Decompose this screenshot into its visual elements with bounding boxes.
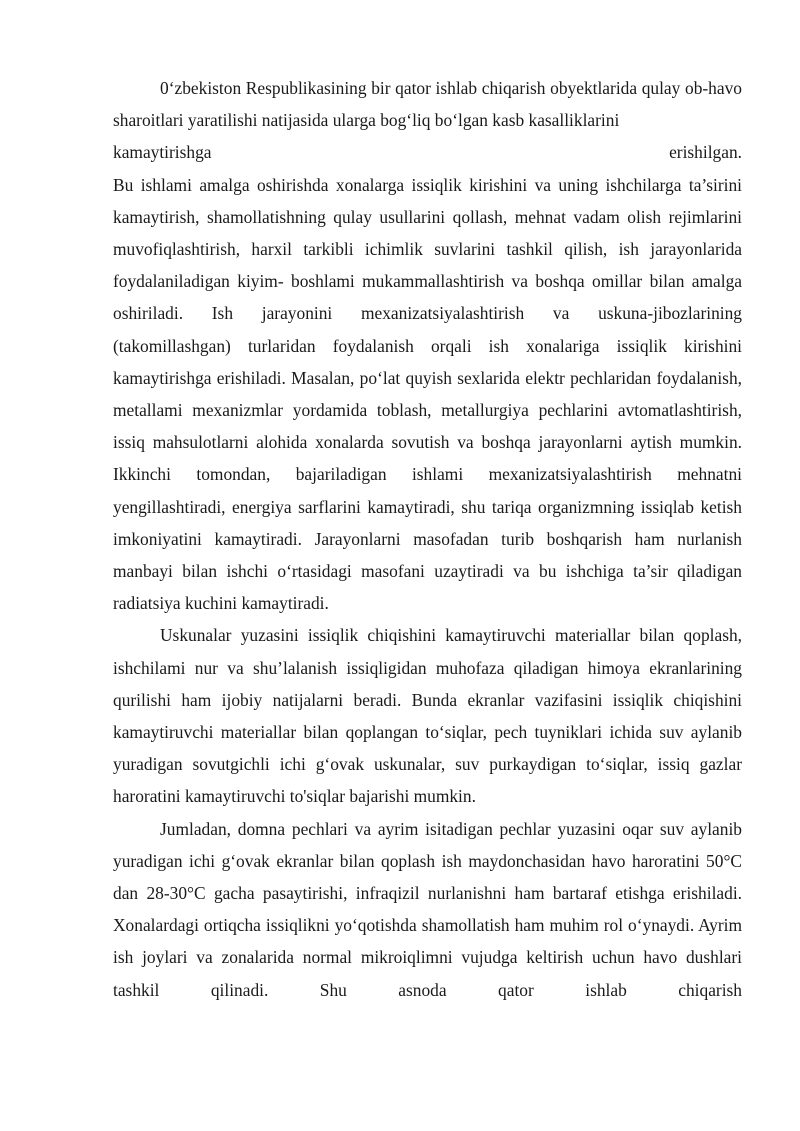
paragraph-1-text: 0‘zbekiston Respublikasining bir qator ishlab chiqarish obyektlarida qulay ob-havo sharoitlari yaratilishi natijasida ularga bog‘liq bo‘lgan kasb kasalliklarini bbox=[113, 78, 742, 131]
paragraph-1-last-left: kamaytirishga bbox=[113, 142, 212, 163]
paragraph-1 bbox=[113, 72, 742, 169]
document-body bbox=[113, 72, 742, 1006]
paragraph-1-last-right: erishilgan. bbox=[669, 142, 742, 163]
paragraph-4: Jumladan, domna pechlari va ayrim isitadigan pechlar yuzasini oqar suv aylanib yuradigan ichi g‘ovak ekranlar bilan qoplash ish maydonchasidan havo haroratini 50°C dan 28-30°C gacha pasaytirishi, infraqizil nurlanishni ham bartaraf etishga erishiladi. Xonalardagi ortiqcha issiqlikni yo‘qotishda shamollatish ham muhim rol o‘ynaydi. Ayrim ish joylari va zonalarida normal mikroiqlimni vujudga keltirish uchun havo dushlari tashkil qilinadi. Shu asnoda qator ishlab chiqarish bbox=[113, 818, 742, 1000]
paragraph-1-last-line bbox=[113, 136, 742, 168]
paragraph-2: Bu ishlami amalga oshirishda xonalarga issiqlik kirishini va uning ishchilarga ta’sirini kamaytirish, shamollatishning qulay usullarini qollash, mehnat vadam olish rejimlarini muvofiqlashtirish, harxil tarkibli ichimlik suvlarini tashkil qilish, ish jarayonlarida foydalaniladigan kiyim- boshlami mukammallashtirish va boshqa omillar bilan amalga oshiriladi. Ish jarayonini mexanizatsiyalashtirish va uskuna-jibozlarining (takomillashgan) turlaridan foydalanish orqali ish xonalariga issiqlik kirishini kamaytirishga erishiladi. Masalan, po‘lat quyish sexlarida elektr pechlaridan foydalanish, metallami mexanizmlar yordamida toblash, metallurgiya pechlarini avtomatlashtirish, issiq mahsulotlarni alohida xonalarda sovutish va boshqa jarayonlarni aytish mumkin. Ikkinchi tomondan, bajariladigan ishlami mexanizatsiyalashtirish mehnatni yengillashtiradi, energiya sarflarini kamaytiradi, shu tariqa organizmning issiqlab ketish imkoniyatini kamaytiradi. Jarayonlarni masofadan turib boshqarish ham nurlanish manbayi bilan ishchi o‘rtasidagi masofani uzaytiradi va bu ishchiga ta’sir qiladigan radiatsiya kuchini kamaytiradi. bbox=[113, 174, 742, 614]
paragraph-3: Uskunalar yuzasini issiqlik chiqishini kamaytiruvchi materiallar bilan qoplash, ishchilami nur va shu’lalanish issiqligidan muhofaza qiladigan himoya ekranlarining qurilishi ham ijobiy natijalarni beradi. Bunda ekranlar vazifasini issiqlik chiqishini kamaytiruvchi materiallar bilan qoplangan to‘siqlar, pech tuyniklari ichida suv aylanib yuradigan sovutgichli ichi g‘ovak uskunalar, suv purkaydigan to‘siqlar, issiq gazlar haroratini kamaytiruvchi to'siqlar bajarishi mumkin. bbox=[113, 625, 742, 807]
